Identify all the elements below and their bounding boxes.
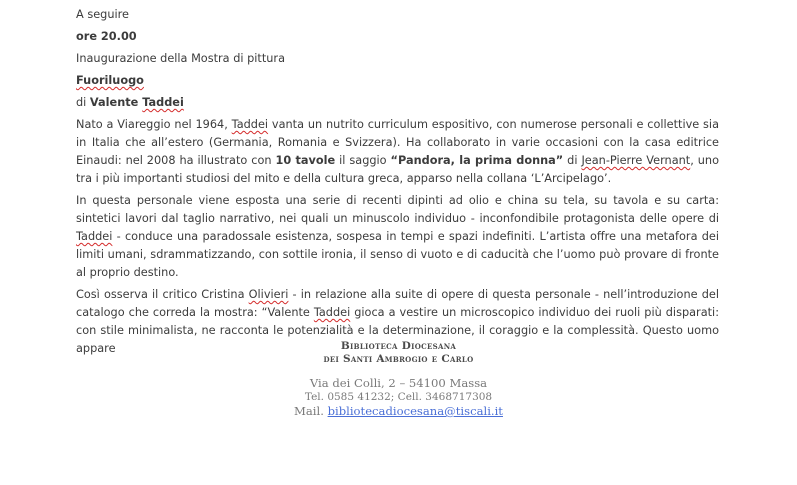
exhibition-title-text: Fuoriluogo: [76, 74, 144, 87]
artist-surname: Taddei: [142, 96, 184, 109]
exhibition-title: [76, 72, 719, 90]
artist-name: Valente: [89, 96, 143, 109]
text-run: gioca a vestire un microscopico individuo dei ruoli più disparati: con stile minimalista, ne racconta le potenzialità e la determinazione, il coraggio e la complessità. Questo uomo appare: [76, 306, 719, 355]
spellcheck-word: Jean-Pierre Vernant: [581, 154, 691, 167]
spellcheck-word: Taddei: [76, 230, 113, 243]
event-time: ore 20.00: [76, 30, 137, 43]
text-run: il saggio: [335, 154, 391, 167]
book-title: “Pandora, la prima donna”: [390, 154, 564, 167]
paragraph-biography: [76, 116, 719, 188]
text-run: Così osserva il critico Cristina: [76, 288, 249, 301]
spellcheck-word: Taddei: [231, 118, 269, 131]
library-footer: [0, 340, 797, 419]
text-run: Nato a Viareggio nel 1964,: [76, 118, 232, 131]
library-name-sub: dei Santi Ambrogio e Carlo: [323, 353, 474, 365]
mail-label: Mail.: [294, 404, 328, 418]
spellcheck-word: Olivieri: [248, 288, 289, 301]
inauguration-text: Inaugurazione della Mostra di pittura: [76, 52, 285, 65]
library-mail-line: [0, 404, 797, 419]
text-run: - in relazione alla suite di opere di questa personale - nell’introduzione del catalogo che correda la mostra: “Valente: [76, 288, 719, 319]
library-name: Biblioteca Diocesana: [340, 340, 457, 352]
bold-text: 10 tavole: [275, 154, 336, 167]
text-run: vanta un nutrito curriculum espositivo, con numerose personali e collettive sia in Italia che all’estero (Germania, Romania e Svizzera). Ha collaborato in varie occasioni con la casa editrice Einaudi: nel 2008 ha illustrato con: [76, 118, 719, 167]
intro-text: A seguire: [76, 8, 129, 21]
text-run: In questa personale viene esposta una serie di recenti dipinti ad olio e china su tela, su tavola e su carta: sintetici lavori dal taglio narrativo, nei quali un minuscolo individuo - inconfondibile protagonista delle opere di: [76, 194, 719, 225]
email-link[interactable]: bibliotecadiocesana@tiscali.it: [327, 404, 503, 418]
text-run: - conduce una paradossale esistenza, sospesa in tempi e spazi indefiniti. L’artista offre una metafora dei limiti umani, sdrammatizzando, con sottile ironia, il senso di vuoto e di caducità che l’uomo può provare di fronte al proprio destino.: [76, 230, 719, 279]
library-phones: Tel. 0585 41232; Cell. 3468717308: [304, 391, 493, 403]
paragraph-exhibition: [76, 192, 719, 282]
spellcheck-word: Taddei: [313, 306, 351, 319]
artist-line: [76, 94, 719, 112]
text-run: di: [563, 154, 582, 167]
text-run: , uno tra i più importanti studiosi del mito e della cultura greca, apparso nella collana ‘L’Arcipelago’.: [76, 154, 719, 185]
by-prefix: di: [76, 96, 90, 109]
library-address: Via dei Colli, 2 – 54100 Massa: [309, 376, 488, 390]
